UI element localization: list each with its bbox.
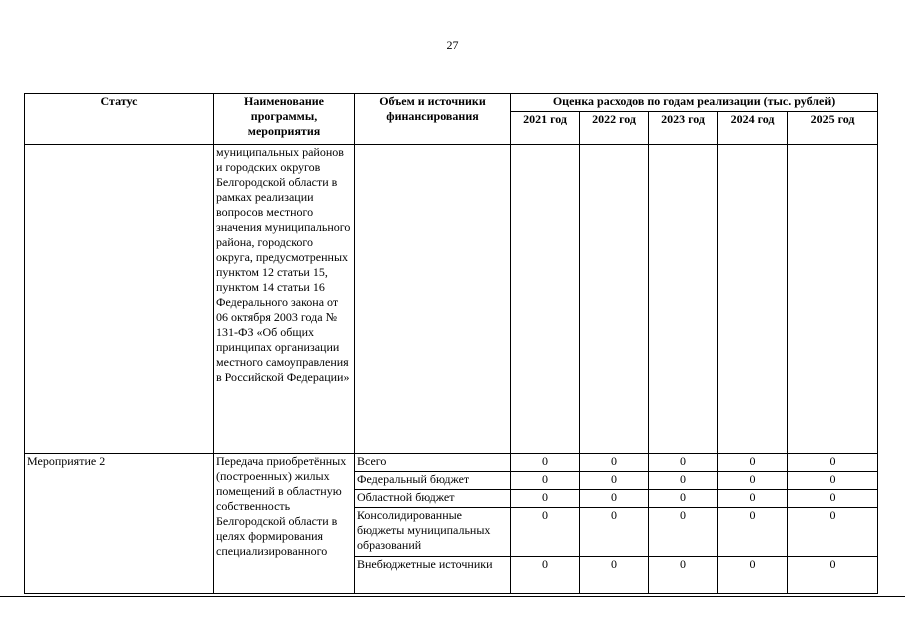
cell-value: 0 [788,508,878,557]
cell-value: 0 [511,557,580,594]
header-year-2023: 2023 год [649,112,718,145]
cell-value: 0 [580,508,649,557]
cell-value: 0 [649,454,718,472]
page-bottom-rule [0,596,905,597]
cell-value: 0 [718,508,788,557]
cell-value: 0 [718,472,788,490]
header-status: Статус [25,94,214,145]
header-row [25,94,878,112]
cell-source: Федеральный бюджет [355,472,511,490]
header-program-name: Наименование программы, мероприятия [214,94,355,145]
cell-value: 0 [788,557,878,594]
cell-value: 0 [718,557,788,594]
cell-program-name: Передача приобретённых (построенных) жилых помещений в областную собственность Белгородской области в целях формирования специализированного [214,454,355,594]
cell-value [580,145,649,454]
cell-value: 0 [580,557,649,594]
cell-value: 0 [649,508,718,557]
cell-value: 0 [580,490,649,508]
header-sources: Объем и источники финансирования [355,94,511,145]
header-year-2024: 2024 год [718,112,788,145]
cell-value: 0 [511,508,580,557]
page-number: 27 [446,38,459,52]
cell-value: 0 [511,472,580,490]
cell-source: Областной бюджет [355,490,511,508]
cell-value: 0 [580,454,649,472]
cell-value [649,145,718,454]
header-year-2025: 2025 год [788,112,878,145]
cell-value: 0 [788,490,878,508]
cell-value: 0 [718,454,788,472]
cell-value: 0 [788,472,878,490]
cell-value [788,145,878,454]
cell-value: 0 [649,490,718,508]
cell-value [511,145,580,454]
cell-status [25,145,214,454]
cell-value: 0 [580,472,649,490]
cell-source: Консолидированные бюджеты муниципальных образований [355,508,511,557]
cell-value: 0 [511,490,580,508]
cell-value: 0 [649,472,718,490]
cell-value [718,145,788,454]
header-estimate: Оценка расходов по годам реализации (тыс. рублей) [511,94,878,112]
cell-sources [355,145,511,454]
cell-value: 0 [718,490,788,508]
budget-table [24,93,878,594]
cell-program-name: муниципальных районов и городских округов Белгородской области в рамках реализации вопросов местного значения муниципального района, городского округа, предусмотренных пунктом 12 статьи 15, пунктом 14 статьи 16 Федерального закона от 06 октября 2003 года № 131-ФЗ «Об общих принципах организации местного самоуправления в Российской Федерации» [214,145,355,454]
table-row [25,145,878,454]
cell-source: Всего [355,454,511,472]
cell-status: Мероприятие 2 [25,454,214,594]
cell-value: 0 [788,454,878,472]
cell-value: 0 [649,557,718,594]
cell-value: 0 [511,454,580,472]
header-year-2021: 2021 год [511,112,580,145]
cell-source: Внебюджетные источники [355,557,511,594]
table-row [25,454,878,472]
header-year-2022: 2022 год [580,112,649,145]
